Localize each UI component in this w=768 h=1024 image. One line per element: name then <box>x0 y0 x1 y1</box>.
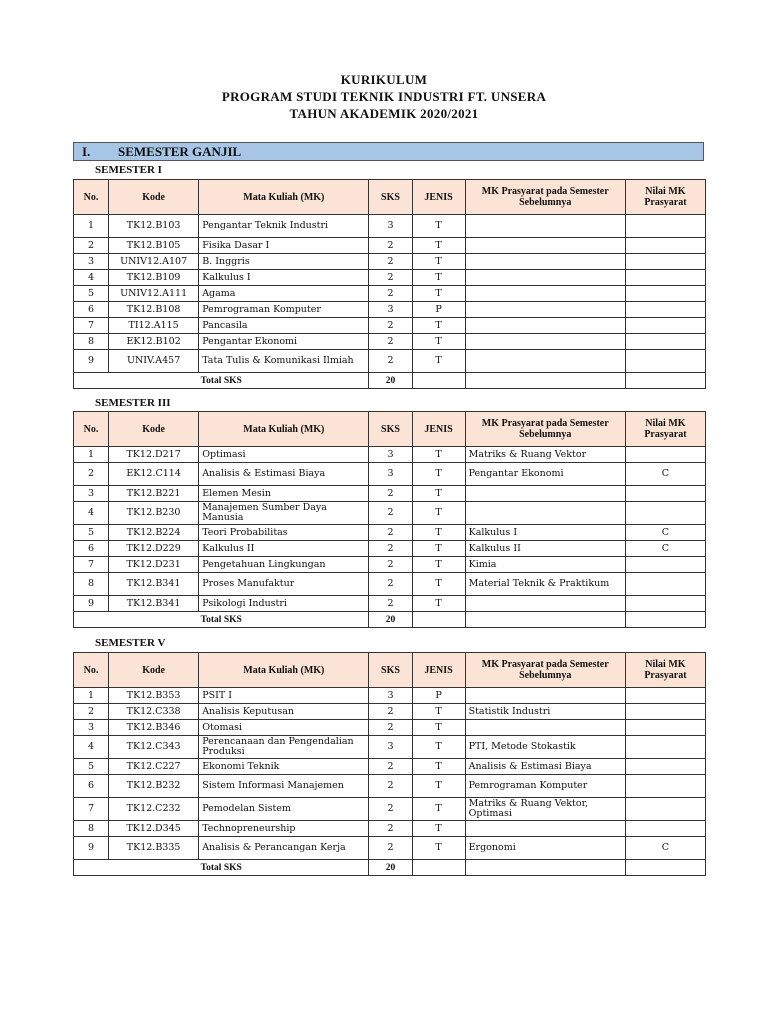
curriculum-table <box>73 179 706 389</box>
cell-mata-kuliah: B. Inggris <box>199 254 369 270</box>
cell-no: 2 <box>74 463 109 486</box>
cell-kode: TK12.B341 <box>109 573 199 596</box>
table-row <box>74 557 706 573</box>
empty-cell <box>625 860 705 876</box>
cell-jenis: T <box>412 798 465 821</box>
cell-nilai <box>625 486 705 502</box>
cell-kode: TK12.C343 <box>109 736 199 759</box>
cell-sks: 2 <box>369 486 412 502</box>
cell-sks: 2 <box>369 286 412 302</box>
cell-jenis: T <box>412 447 465 463</box>
cell-jenis: T <box>412 254 465 270</box>
cell-prasyarat: Material Teknik & Praktikum <box>465 573 625 596</box>
semester-title: SEMESTER V <box>95 637 166 649</box>
cell-sks: 2 <box>369 254 412 270</box>
table-row <box>74 596 706 612</box>
doc-title-line2: PROGRAM STUDI TEKNIK INDUSTRI FT. UNSERA <box>221 89 547 104</box>
column-header-jenis: JENIS <box>412 180 465 215</box>
cell-no: 1 <box>74 215 109 238</box>
column-header-prasyarat: MK Prasyarat pada Semester Sebelumnya <box>465 412 625 447</box>
cell-sks: 2 <box>369 704 412 720</box>
column-header-jenis: JENIS <box>412 653 465 688</box>
cell-mata-kuliah: Pengetahuan Lingkungan <box>199 557 369 573</box>
cell-sks: 3 <box>369 215 412 238</box>
cell-prasyarat: Statistik Industri <box>465 704 625 720</box>
cell-jenis: T <box>412 463 465 486</box>
cell-sks: 3 <box>369 302 412 318</box>
cell-nilai <box>625 238 705 254</box>
cell-no: 1 <box>74 688 109 704</box>
doc-title-line3: TAHUN AKADEMIK 2020/2021 <box>289 106 479 121</box>
cell-mata-kuliah: Proses Manufaktur <box>199 573 369 596</box>
cell-kode: TK12.D217 <box>109 447 199 463</box>
cell-sks: 2 <box>369 525 412 541</box>
cell-sks: 2 <box>369 557 412 573</box>
cell-nilai <box>625 704 705 720</box>
cell-kode: TK12.B232 <box>109 775 199 798</box>
cell-nilai <box>625 286 705 302</box>
cell-mata-kuliah: Analisis & Perancangan Kerja <box>199 837 369 860</box>
column-header-mk: Mata Kuliah (MK) <box>199 653 369 688</box>
section-header <box>73 142 704 161</box>
cell-sks: 2 <box>369 759 412 775</box>
table-row <box>74 254 706 270</box>
cell-nilai: C <box>625 541 705 557</box>
cell-no: 8 <box>74 573 109 596</box>
cell-kode: TK12.B221 <box>109 486 199 502</box>
cell-prasyarat <box>465 596 625 612</box>
table-row <box>74 775 706 798</box>
cell-no: 3 <box>74 720 109 736</box>
empty-cell <box>412 860 465 876</box>
table-row <box>74 302 706 318</box>
cell-no: 4 <box>74 736 109 759</box>
cell-no: 7 <box>74 798 109 821</box>
empty-cell <box>465 860 625 876</box>
cell-no: 7 <box>74 557 109 573</box>
cell-nilai <box>625 688 705 704</box>
cell-kode: TI12.A115 <box>109 318 199 334</box>
cell-nilai <box>625 215 705 238</box>
cell-sks: 2 <box>369 502 412 525</box>
curriculum-table <box>73 411 706 628</box>
cell-mata-kuliah: Teori Probabilitas <box>199 525 369 541</box>
table-row <box>74 525 706 541</box>
cell-mata-kuliah: Ekonomi Teknik <box>199 759 369 775</box>
table-row <box>74 736 706 759</box>
cell-sks: 2 <box>369 798 412 821</box>
column-header-no: No. <box>74 180 109 215</box>
cell-sks: 2 <box>369 350 412 373</box>
cell-kode: TK12.C232 <box>109 798 199 821</box>
cell-mata-kuliah: Optimasi <box>199 447 369 463</box>
table-row <box>74 720 706 736</box>
cell-nilai <box>625 557 705 573</box>
cell-sks: 2 <box>369 541 412 557</box>
cell-mata-kuliah: Perencanaan dan Pengendalian Produksi <box>199 736 369 759</box>
table-row <box>74 286 706 302</box>
cell-nilai: C <box>625 525 705 541</box>
cell-mata-kuliah: Analisis Keputusan <box>199 704 369 720</box>
cell-jenis: T <box>412 759 465 775</box>
cell-nilai <box>625 821 705 837</box>
cell-prasyarat <box>465 821 625 837</box>
cell-nilai <box>625 759 705 775</box>
cell-mata-kuliah: Analisis & Estimasi Biaya <box>199 463 369 486</box>
column-header-kode: Kode <box>109 653 199 688</box>
cell-kode: UNIV.A457 <box>109 350 199 373</box>
cell-prasyarat: Matriks & Ruang Vektor, Optimasi <box>465 798 625 821</box>
cell-sks: 2 <box>369 720 412 736</box>
total-sks-value: 20 <box>369 860 412 876</box>
table-row <box>74 704 706 720</box>
total-row <box>74 373 706 389</box>
cell-prasyarat <box>465 302 625 318</box>
cell-jenis: T <box>412 736 465 759</box>
cell-kode: TK12.B103 <box>109 215 199 238</box>
cell-sks: 2 <box>369 318 412 334</box>
cell-prasyarat <box>465 286 625 302</box>
cell-kode: UNIV12.A111 <box>109 286 199 302</box>
cell-sks: 2 <box>369 270 412 286</box>
table-row <box>74 447 706 463</box>
total-sks-label: Total SKS <box>74 860 369 876</box>
cell-nilai: C <box>625 463 705 486</box>
cell-no: 8 <box>74 821 109 837</box>
total-sks-label: Total SKS <box>74 612 369 628</box>
column-header-nilai: Nilai MK Prasyarat <box>625 180 705 215</box>
section-title: SEMESTER GANJIL <box>118 143 242 159</box>
cell-kode: EK12.C114 <box>109 463 199 486</box>
cell-kode: TK12.B105 <box>109 238 199 254</box>
cell-jenis: T <box>412 573 465 596</box>
cell-mata-kuliah: Otomasi <box>199 720 369 736</box>
column-header-jenis: JENIS <box>412 412 465 447</box>
table-row <box>74 350 706 373</box>
column-header-nilai: Nilai MK Prasyarat <box>625 412 705 447</box>
cell-no: 5 <box>74 525 109 541</box>
cell-no: 4 <box>74 502 109 525</box>
empty-cell <box>625 373 705 389</box>
cell-prasyarat: Kalkulus I <box>465 525 625 541</box>
cell-prasyarat <box>465 720 625 736</box>
total-sks-value: 20 <box>369 373 412 389</box>
cell-prasyarat <box>465 350 625 373</box>
cell-nilai <box>625 596 705 612</box>
cell-no: 2 <box>74 704 109 720</box>
cell-jenis: T <box>412 286 465 302</box>
cell-mata-kuliah: Fisika Dasar I <box>199 238 369 254</box>
column-header-prasyarat: MK Prasyarat pada Semester Sebelumnya <box>465 180 625 215</box>
doc-title-line1: KURIKULUM <box>340 72 428 87</box>
semester-title: SEMESTER I <box>95 164 162 176</box>
cell-nilai <box>625 302 705 318</box>
cell-mata-kuliah: Pengantar Teknik Industri <box>199 215 369 238</box>
cell-sks: 2 <box>369 837 412 860</box>
total-row <box>74 860 706 876</box>
cell-prasyarat <box>465 318 625 334</box>
cell-jenis: T <box>412 350 465 373</box>
table-row <box>74 238 706 254</box>
cell-prasyarat <box>465 270 625 286</box>
cell-jenis: P <box>412 688 465 704</box>
cell-kode: TK12.D345 <box>109 821 199 837</box>
column-header-sks: SKS <box>369 653 412 688</box>
table-row <box>74 463 706 486</box>
cell-no: 6 <box>74 302 109 318</box>
cell-prasyarat <box>465 486 625 502</box>
cell-nilai <box>625 736 705 759</box>
cell-no: 9 <box>74 837 109 860</box>
cell-kode: TK12.B108 <box>109 302 199 318</box>
cell-kode: TK12.D229 <box>109 541 199 557</box>
table-row <box>74 334 706 350</box>
cell-sks: 2 <box>369 821 412 837</box>
cell-sks: 2 <box>369 596 412 612</box>
cell-kode: TK12.C227 <box>109 759 199 775</box>
cell-kode: TK12.B346 <box>109 720 199 736</box>
cell-nilai <box>625 270 705 286</box>
cell-jenis: T <box>412 502 465 525</box>
table-row <box>74 502 706 525</box>
cell-jenis: T <box>412 318 465 334</box>
curriculum-table <box>73 652 706 876</box>
cell-sks: 2 <box>369 775 412 798</box>
cell-jenis: T <box>412 704 465 720</box>
table-row <box>74 688 706 704</box>
cell-prasyarat: Kalkulus II <box>465 541 625 557</box>
cell-no: 9 <box>74 596 109 612</box>
cell-jenis: T <box>412 775 465 798</box>
cell-prasyarat: PTI, Metode Stokastik <box>465 736 625 759</box>
column-header-sks: SKS <box>369 412 412 447</box>
table-row <box>74 318 706 334</box>
cell-no: 1 <box>74 447 109 463</box>
column-header-kode: Kode <box>109 412 199 447</box>
cell-prasyarat: Matriks & Ruang Vektor <box>465 447 625 463</box>
column-header-kode: Kode <box>109 180 199 215</box>
cell-nilai: C <box>625 837 705 860</box>
cell-mata-kuliah: Technopreneurship <box>199 821 369 837</box>
total-sks-label: Total SKS <box>74 373 369 389</box>
column-header-mk: Mata Kuliah (MK) <box>199 412 369 447</box>
cell-no: 7 <box>74 318 109 334</box>
cell-prasyarat <box>465 238 625 254</box>
cell-prasyarat: Kimia <box>465 557 625 573</box>
cell-kode: TK12.B230 <box>109 502 199 525</box>
column-header-no: No. <box>74 653 109 688</box>
cell-kode: UNIV12.A107 <box>109 254 199 270</box>
cell-nilai <box>625 502 705 525</box>
cell-sks: 2 <box>369 238 412 254</box>
cell-no: 4 <box>74 270 109 286</box>
table-row <box>74 798 706 821</box>
cell-mata-kuliah: Sistem Informasi Manajemen <box>199 775 369 798</box>
cell-jenis: T <box>412 238 465 254</box>
cell-sks: 3 <box>369 447 412 463</box>
empty-cell <box>412 612 465 628</box>
cell-no: 3 <box>74 486 109 502</box>
cell-kode: TK12.B109 <box>109 270 199 286</box>
cell-jenis: T <box>412 720 465 736</box>
cell-kode: TK12.B353 <box>109 688 199 704</box>
cell-jenis: T <box>412 557 465 573</box>
cell-prasyarat: Pemrograman Komputer <box>465 775 625 798</box>
total-row <box>74 612 706 628</box>
cell-prasyarat <box>465 215 625 238</box>
cell-jenis: T <box>412 541 465 557</box>
cell-mata-kuliah: Pemodelan Sistem <box>199 798 369 821</box>
cell-prasyarat <box>465 254 625 270</box>
cell-prasyarat <box>465 688 625 704</box>
cell-sks: 2 <box>369 334 412 350</box>
cell-prasyarat <box>465 502 625 525</box>
cell-mata-kuliah: Agama <box>199 286 369 302</box>
cell-kode: TK12.D231 <box>109 557 199 573</box>
table-row <box>74 541 706 557</box>
cell-sks: 2 <box>369 573 412 596</box>
cell-nilai <box>625 447 705 463</box>
table-row <box>74 486 706 502</box>
cell-jenis: T <box>412 215 465 238</box>
table-row <box>74 759 706 775</box>
cell-kode: TK12.B341 <box>109 596 199 612</box>
table-row <box>74 837 706 860</box>
cell-no: 6 <box>74 541 109 557</box>
cell-prasyarat: Analisis & Estimasi Biaya <box>465 759 625 775</box>
cell-nilai <box>625 318 705 334</box>
table-header-row <box>74 180 706 215</box>
cell-mata-kuliah: Pemrograman Komputer <box>199 302 369 318</box>
cell-nilai <box>625 573 705 596</box>
semester-title: SEMESTER III <box>95 397 171 409</box>
cell-mata-kuliah: Manajemen Sumber Daya Manusia <box>199 502 369 525</box>
cell-kode: EK12.B102 <box>109 334 199 350</box>
table-header-row <box>74 653 706 688</box>
cell-no: 3 <box>74 254 109 270</box>
cell-no: 6 <box>74 775 109 798</box>
column-header-mk: Mata Kuliah (MK) <box>199 180 369 215</box>
table-row <box>74 215 706 238</box>
empty-cell <box>412 373 465 389</box>
cell-sks: 3 <box>369 736 412 759</box>
cell-nilai <box>625 350 705 373</box>
cell-mata-kuliah: PSIT I <box>199 688 369 704</box>
cell-nilai <box>625 334 705 350</box>
table-row <box>74 573 706 596</box>
cell-prasyarat <box>465 334 625 350</box>
cell-sks: 3 <box>369 688 412 704</box>
cell-mata-kuliah: Kalkulus I <box>199 270 369 286</box>
cell-kode: TK12.B335 <box>109 837 199 860</box>
column-header-nilai: Nilai MK Prasyarat <box>625 653 705 688</box>
cell-kode: TK12.B224 <box>109 525 199 541</box>
cell-nilai <box>625 798 705 821</box>
section-number: I. <box>82 143 91 159</box>
column-header-prasyarat: MK Prasyarat pada Semester Sebelumnya <box>465 653 625 688</box>
cell-no: 2 <box>74 238 109 254</box>
table-row <box>74 270 706 286</box>
cell-jenis: T <box>412 270 465 286</box>
cell-jenis: T <box>412 596 465 612</box>
cell-mata-kuliah: Tata Tulis & Komunikasi Ilmiah <box>199 350 369 373</box>
empty-cell <box>465 612 625 628</box>
cell-no: 5 <box>74 286 109 302</box>
cell-jenis: T <box>412 821 465 837</box>
cell-jenis: T <box>412 334 465 350</box>
cell-mata-kuliah: Pancasila <box>199 318 369 334</box>
cell-jenis: T <box>412 486 465 502</box>
table-header-row <box>74 412 706 447</box>
cell-jenis: P <box>412 302 465 318</box>
cell-nilai <box>625 775 705 798</box>
cell-no: 8 <box>74 334 109 350</box>
cell-sks: 3 <box>369 463 412 486</box>
table-row <box>74 821 706 837</box>
cell-prasyarat: Ergonomi <box>465 837 625 860</box>
cell-mata-kuliah: Psikologi Industri <box>199 596 369 612</box>
column-header-no: No. <box>74 412 109 447</box>
cell-jenis: T <box>412 525 465 541</box>
cell-mata-kuliah: Pengantar Ekonomi <box>199 334 369 350</box>
cell-mata-kuliah: Kalkulus II <box>199 541 369 557</box>
cell-nilai <box>625 720 705 736</box>
total-sks-value: 20 <box>369 612 412 628</box>
cell-jenis: T <box>412 837 465 860</box>
cell-nilai <box>625 254 705 270</box>
cell-prasyarat: Pengantar Ekonomi <box>465 463 625 486</box>
empty-cell <box>465 373 625 389</box>
empty-cell <box>625 612 705 628</box>
column-header-sks: SKS <box>369 180 412 215</box>
cell-no: 9 <box>74 350 109 373</box>
cell-mata-kuliah: Elemen Mesin <box>199 486 369 502</box>
cell-kode: TK12.C338 <box>109 704 199 720</box>
cell-no: 5 <box>74 759 109 775</box>
